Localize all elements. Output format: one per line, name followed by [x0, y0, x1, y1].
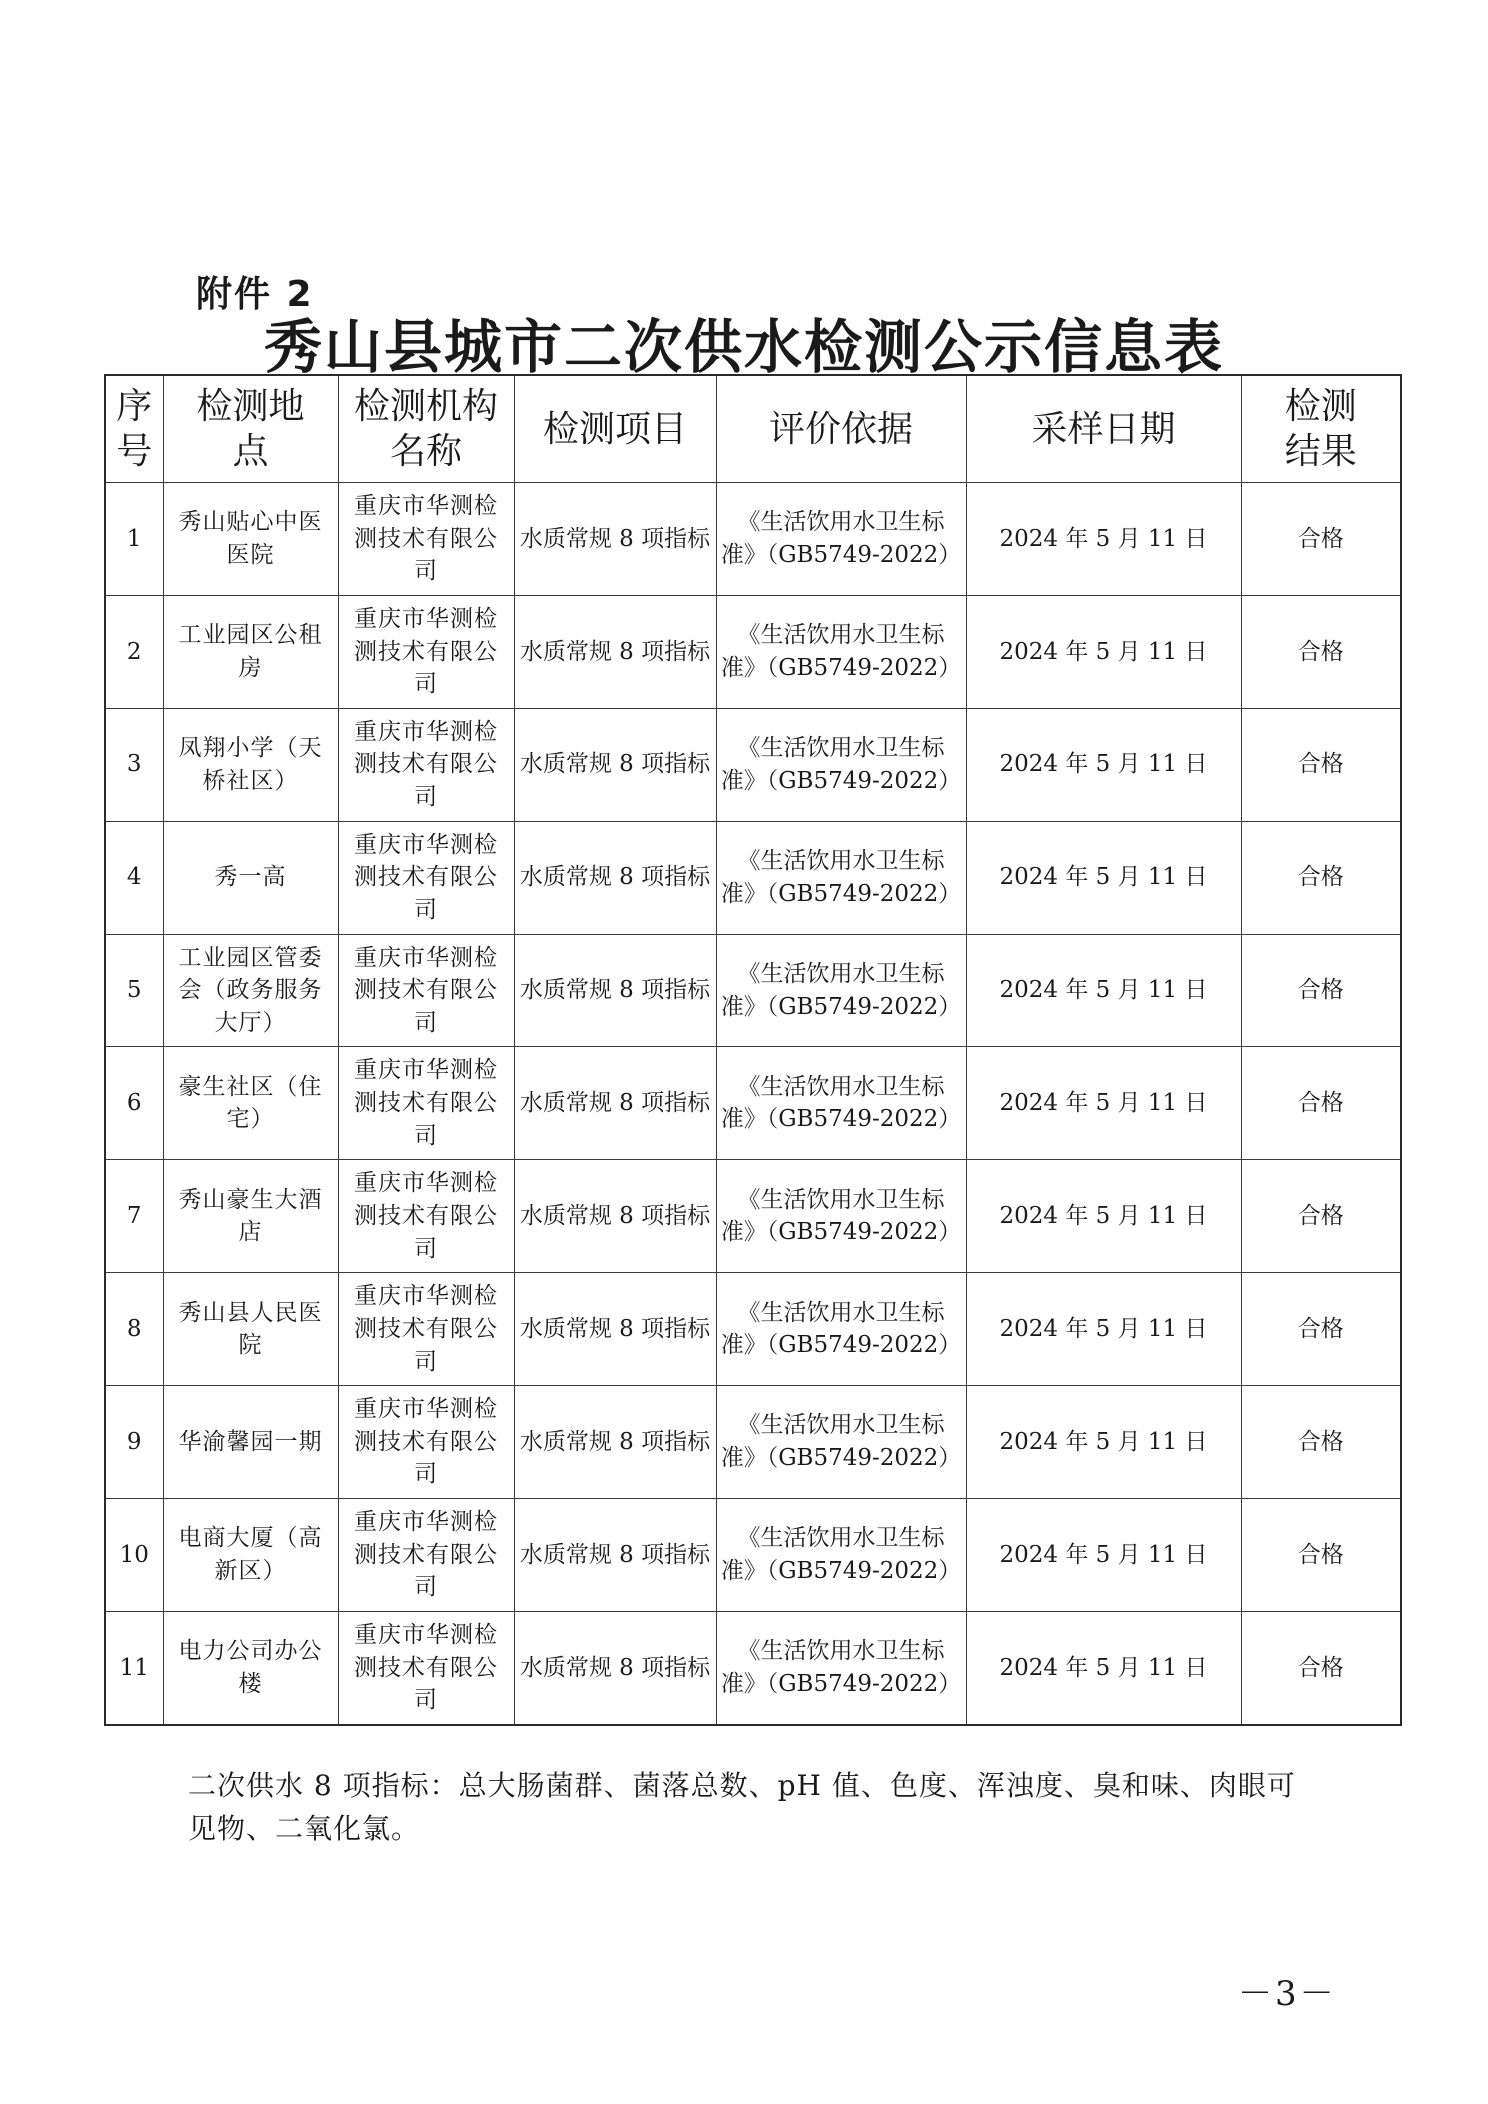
table-row [105, 934, 1401, 1047]
header-org: 检测机构名称 [338, 375, 514, 483]
cell-seq: 2 [105, 595, 163, 708]
cell-item: 水质常规 8 项指标 [514, 1611, 716, 1725]
table-row [105, 595, 1401, 708]
header-date: 采样日期 [966, 375, 1241, 483]
cell-seq: 10 [105, 1499, 163, 1612]
table-row [105, 483, 1401, 596]
page-number: －3－ [1238, 1974, 1337, 2014]
cell-result: 合格 [1241, 1499, 1401, 1612]
header-basis: 评价依据 [716, 375, 966, 483]
table-row [105, 708, 1401, 821]
cell-result: 合格 [1241, 708, 1401, 821]
cell-location: 秀山县人民医院 [163, 1273, 338, 1386]
table-row [105, 1499, 1401, 1612]
cell-location: 秀山豪生大酒店 [163, 1160, 338, 1273]
cell-org: 重庆市华测检测技术有限公司 [338, 1160, 514, 1273]
table-row [105, 1611, 1401, 1725]
cell-result: 合格 [1241, 1160, 1401, 1273]
cell-date: 2024 年 5 月 11 日 [966, 821, 1241, 934]
cell-date: 2024 年 5 月 11 日 [966, 483, 1241, 596]
table-row [105, 1160, 1401, 1273]
cell-basis: 《生活饮用水卫生标准》（GB5749-2022） [716, 595, 966, 708]
header-item: 检测项目 [514, 375, 716, 483]
header-result: 检测结果 [1241, 375, 1401, 483]
cell-result: 合格 [1241, 1047, 1401, 1160]
cell-location: 豪生社区（住宅） [163, 1047, 338, 1160]
cell-org: 重庆市华测检测技术有限公司 [338, 1499, 514, 1612]
table-header-row [105, 375, 1401, 483]
cell-seq: 11 [105, 1611, 163, 1725]
cell-seq: 9 [105, 1386, 163, 1499]
cell-item: 水质常规 8 项指标 [514, 595, 716, 708]
cell-date: 2024 年 5 月 11 日 [966, 1386, 1241, 1499]
cell-seq: 4 [105, 821, 163, 934]
attachment-label: 附件 2 [196, 274, 314, 315]
cell-basis: 《生活饮用水卫生标准》（GB5749-2022） [716, 1611, 966, 1725]
cell-org: 重庆市华测检测技术有限公司 [338, 1611, 514, 1725]
cell-location: 秀一高 [163, 821, 338, 934]
cell-item: 水质常规 8 项指标 [514, 1273, 716, 1386]
cell-date: 2024 年 5 月 11 日 [966, 1273, 1241, 1386]
cell-basis: 《生活饮用水卫生标准》（GB5749-2022） [716, 483, 966, 596]
cell-org: 重庆市华测检测技术有限公司 [338, 1273, 514, 1386]
cell-org: 重庆市华测检测技术有限公司 [338, 595, 514, 708]
cell-basis: 《生活饮用水卫生标准》（GB5749-2022） [716, 821, 966, 934]
cell-date: 2024 年 5 月 11 日 [966, 1499, 1241, 1612]
cell-basis: 《生活饮用水卫生标准》（GB5749-2022） [716, 1273, 966, 1386]
cell-result: 合格 [1241, 483, 1401, 596]
cell-item: 水质常规 8 项指标 [514, 483, 716, 596]
cell-seq: 6 [105, 1047, 163, 1160]
header-location: 检测地点 [163, 375, 338, 483]
cell-item: 水质常规 8 项指标 [514, 934, 716, 1047]
cell-location: 华渝馨园一期 [163, 1386, 338, 1499]
table-row [105, 1273, 1401, 1386]
cell-seq: 1 [105, 483, 163, 596]
cell-location: 工业园区公租房 [163, 595, 338, 708]
table-row [105, 1047, 1401, 1160]
cell-item: 水质常规 8 项指标 [514, 708, 716, 821]
cell-result: 合格 [1241, 1611, 1401, 1725]
cell-item: 水质常规 8 项指标 [514, 1499, 716, 1612]
cell-result: 合格 [1241, 1386, 1401, 1499]
cell-date: 2024 年 5 月 11 日 [966, 934, 1241, 1047]
cell-item: 水质常规 8 项指标 [514, 1160, 716, 1273]
cell-org: 重庆市华测检测技术有限公司 [338, 483, 514, 596]
page-title: 秀山县城市二次供水检测公示信息表 [263, 313, 1224, 381]
cell-location: 凤翔小学（天桥社区） [163, 708, 338, 821]
cell-date: 2024 年 5 月 11 日 [966, 1160, 1241, 1273]
cell-result: 合格 [1241, 821, 1401, 934]
cell-org: 重庆市华测检测技术有限公司 [338, 708, 514, 821]
cell-location: 秀山贴心中医医院 [163, 483, 338, 596]
cell-result: 合格 [1241, 595, 1401, 708]
cell-result: 合格 [1241, 1273, 1401, 1386]
cell-seq: 5 [105, 934, 163, 1047]
cell-item: 水质常规 8 项指标 [514, 1047, 716, 1160]
header-seq: 序号 [105, 375, 163, 483]
cell-org: 重庆市华测检测技术有限公司 [338, 821, 514, 934]
cell-basis: 《生活饮用水卫生标准》（GB5749-2022） [716, 708, 966, 821]
cell-basis: 《生活饮用水卫生标准》（GB5749-2022） [716, 1386, 966, 1499]
cell-seq: 7 [105, 1160, 163, 1273]
cell-date: 2024 年 5 月 11 日 [966, 1047, 1241, 1160]
cell-basis: 《生活饮用水卫生标准》（GB5749-2022） [716, 1160, 966, 1273]
cell-seq: 8 [105, 1273, 163, 1386]
cell-location: 电力公司办公楼 [163, 1611, 338, 1725]
cell-org: 重庆市华测检测技术有限公司 [338, 1386, 514, 1499]
cell-date: 2024 年 5 月 11 日 [966, 708, 1241, 821]
table-row [105, 1386, 1401, 1499]
cell-basis: 《生活饮用水卫生标准》（GB5749-2022） [716, 1047, 966, 1160]
cell-basis: 《生活饮用水卫生标准》（GB5749-2022） [716, 934, 966, 1047]
cell-org: 重庆市华测检测技术有限公司 [338, 934, 514, 1047]
cell-result: 合格 [1241, 934, 1401, 1047]
cell-location: 电商大厦（高新区） [163, 1499, 338, 1612]
cell-item: 水质常规 8 项指标 [514, 821, 716, 934]
cell-date: 2024 年 5 月 11 日 [966, 1611, 1241, 1725]
cell-item: 水质常规 8 项指标 [514, 1386, 716, 1499]
cell-seq: 3 [105, 708, 163, 821]
inspection-table [104, 374, 1402, 1726]
cell-org: 重庆市华测检测技术有限公司 [338, 1047, 514, 1160]
cell-basis: 《生活饮用水卫生标准》（GB5749-2022） [716, 1499, 966, 1612]
footnote: 二次供水 8 项指标：总大肠菌群、菌落总数、pH 值、色度、浑浊度、臭和味、肉眼可见物、二氧化氯。 [188, 1769, 1296, 1846]
table-row [105, 821, 1401, 934]
cell-date: 2024 年 5 月 11 日 [966, 595, 1241, 708]
cell-location: 工业园区管委会（政务服务大厅） [163, 934, 338, 1047]
